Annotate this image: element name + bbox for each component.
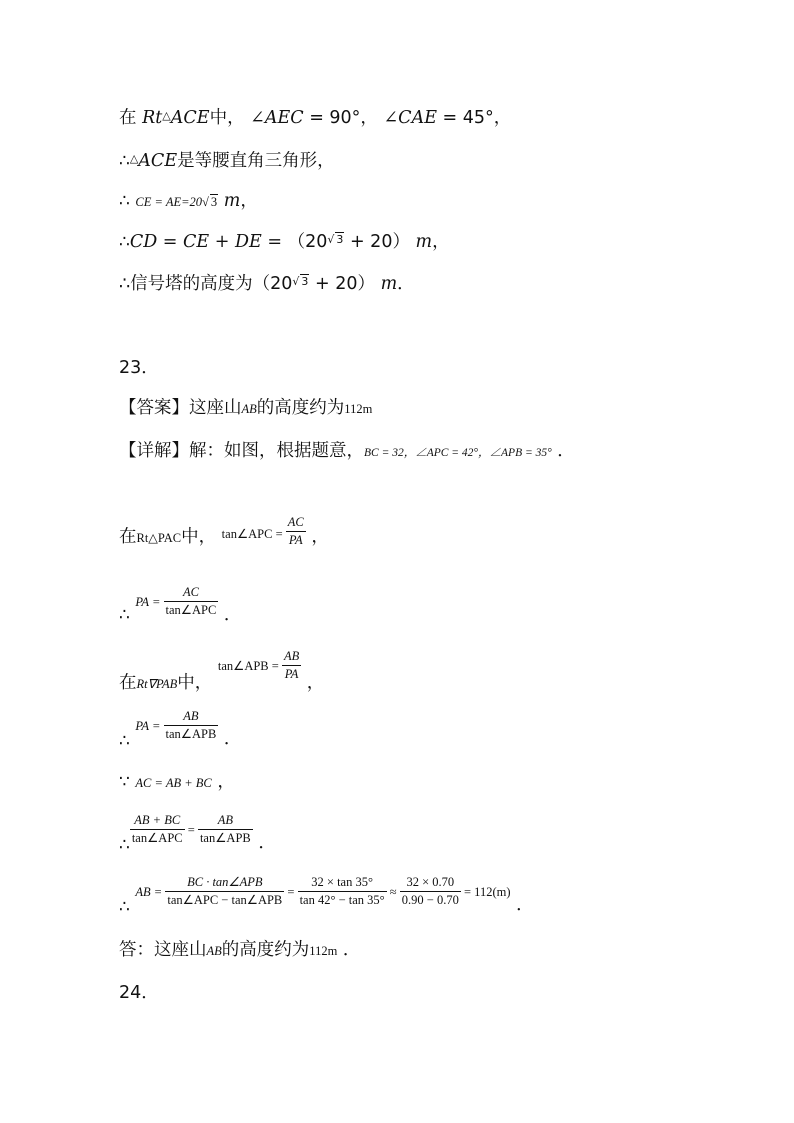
triangle-symbol: △ [129,152,139,165]
numerator: AB + BC [134,813,181,827]
therefore-symbol: ∴ [119,151,130,171]
therefore-symbol: ∴ [119,191,130,211]
therefore-symbol: ∴ [119,897,130,917]
denominator: tan∠APB [199,830,251,845]
math: = [184,823,198,837]
numerator: AB [283,649,300,663]
math: AB [206,944,222,958]
math: ≈ [386,885,400,899]
step-7 [119,875,534,917]
text: ． [258,833,276,853]
math: PA = [135,595,164,609]
text: + 20） [309,274,375,294]
text: ， [306,673,325,693]
numerator: 32 × 0.70 [406,875,455,889]
denominator: tan∠APC [165,602,217,617]
fraction [164,586,219,616]
math: CD = CE + DE = [129,232,288,252]
sqrt-radicand: 3 [210,195,218,209]
denominator: tan 42° − tan 35° [299,892,385,907]
therefore-symbol: ∴ [119,731,130,751]
numerator: AB [183,709,199,723]
numerator: AC [287,515,304,529]
therefore-symbol: ∴ [119,835,130,855]
detail-line [119,443,575,461]
text: 中， [177,673,213,693]
math: AB = [135,885,166,899]
therefore-symbol: ∴ [119,232,130,252]
denominator: tan∠APC [131,830,183,845]
text: ． [516,895,534,915]
denominator: tan∠APC − tan∠APB [167,892,283,907]
step-6 [119,813,276,855]
fraction [282,650,301,680]
step-1 [119,515,329,552]
text: 的高度约为 [256,398,345,418]
fraction [400,876,461,906]
math-result: = 112(m) [460,885,511,899]
math: 112m [344,402,373,416]
text: 在 [119,527,137,547]
solution-line-4: ∴CD = CE + DE = $(20^{√ 3} + 20)$ m， [119,232,450,252]
denominator: tan∠APB [165,726,217,741]
step-2 [119,585,242,625]
text: ， [432,232,450,252]
fraction [165,876,284,906]
text: ， [240,191,258,211]
text: 的高度约为 [221,940,310,960]
math: BC = 32，∠APC = 42°，∠APB = 35° [364,447,552,459]
math: = [284,885,298,899]
text: 在 [119,673,137,693]
unit: m [415,232,433,252]
fraction [298,876,387,906]
sqrt-radicand: 3 [336,233,344,246]
math: AB [241,402,257,416]
text: = 90°， [303,108,378,128]
step-5 [119,774,235,792]
math: ACE [170,108,210,128]
text: 答：这座山 [119,940,207,960]
solution-line-1 [119,110,511,128]
math: PA = [135,719,164,733]
text: ． [223,729,242,749]
math: ACE [138,151,178,171]
because-symbol: ∵ [119,772,130,792]
text: = 45°， [436,108,512,128]
sqrt-radicand: 3 [301,275,309,288]
text: ． [223,605,242,625]
text: + 20） [344,232,410,252]
text: ∴信号塔的高度为（20 [119,274,293,294]
text: 【答案】这座山 [119,398,242,418]
text: 在 [119,108,137,128]
text: （20 [287,232,328,252]
text: ． [557,441,575,461]
question-number-23: 23． [119,358,159,378]
solution-line-5: ∴信号塔的高度为$(20^{√ 3} + 20)$ m． [119,274,415,294]
math: Rt△PAC [136,531,182,545]
math: tan∠APB = [217,659,282,673]
therefore-symbol: ∴ [119,605,130,625]
denominator: 0.90 − 0.70 [401,892,459,907]
final-answer-line [119,942,360,960]
text: ． [342,940,361,960]
text: ． [397,274,415,294]
math: Rt [142,108,163,128]
unit: m [223,191,241,211]
text: ， [311,527,329,547]
numerator: BC · tan∠APB [187,875,263,889]
numerator: 32 × tan 35° [311,875,373,889]
question-number-24: 24． [119,983,159,1003]
math: ∠CAE [383,108,437,128]
step-4 [119,709,242,751]
denominator: PA [282,665,301,681]
fraction [286,516,306,546]
fraction [198,814,253,844]
text: 中， [209,108,245,128]
fraction [130,814,185,844]
text: 中， [181,527,217,547]
numerator: AB [217,813,233,827]
fraction [164,710,219,740]
math: tan∠APC = [221,527,286,541]
text: ， [217,772,235,792]
solution-line-3: ∴ CE = AE=20√ 3 m， [119,191,258,211]
unit: m [380,274,398,294]
math: CE = AE=20 [135,195,203,209]
math: ∠AEC [250,108,304,128]
math: AC = AB + BC [135,776,212,790]
math: 112m [309,944,338,958]
solution-line-2 [119,153,335,171]
triangle-symbol: △ [162,109,171,122]
denominator: PA [286,531,306,547]
numerator: AC [182,585,199,599]
text: 是等腰直角三角形， [177,151,335,171]
math: Rt∇PAB [136,677,178,691]
answer-line [119,400,372,418]
text: 【详解】解：如图，根据题意， [119,441,364,461]
